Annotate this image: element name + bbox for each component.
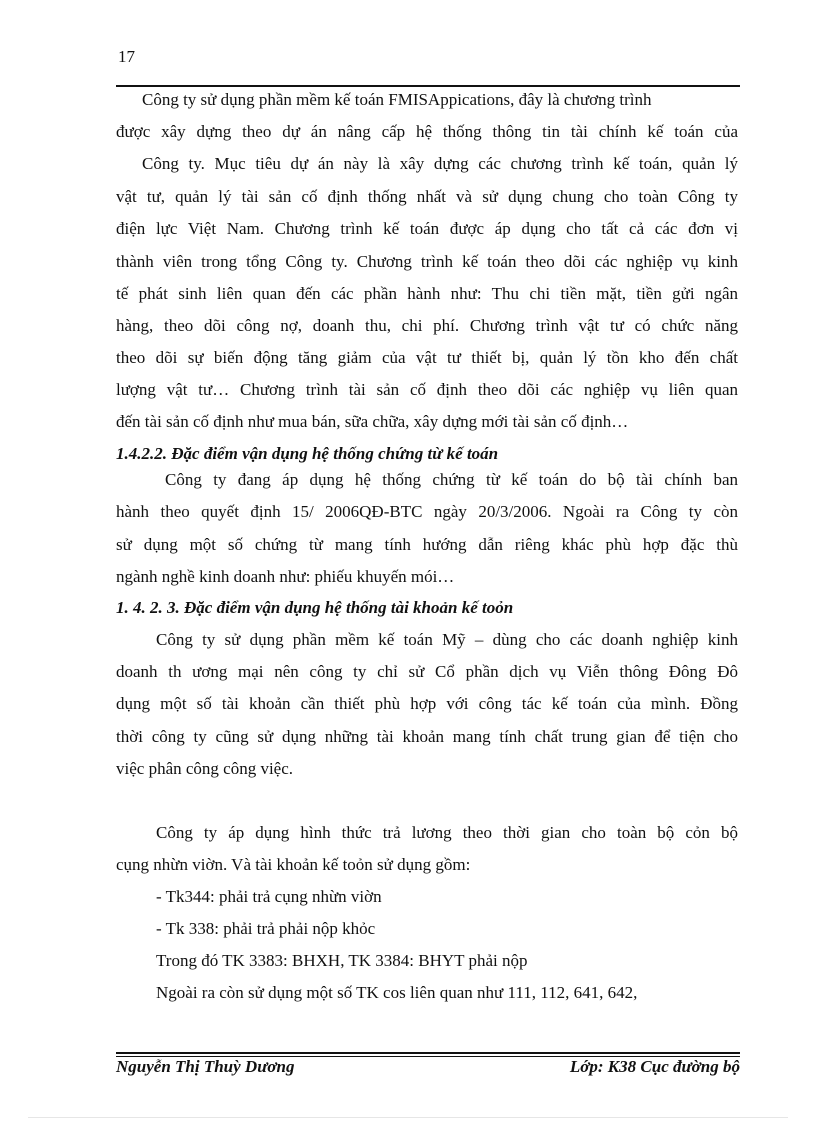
footer-author: Nguyễn Thị Thuỳ Dương	[116, 1057, 295, 1076]
text-line: thành viên trong tổng Công ty. Chương trình kế toán theo dõi các nghiệp vụ kinh	[116, 252, 738, 271]
section-heading: 1.4.2.2. Đặc điểm vận dụng hệ thống chứng từ kế toán	[116, 444, 499, 463]
text-line: theo dõi sự biến động tăng giảm của vật tư thiết bị, quản lý tồn kho đến chất	[116, 348, 738, 367]
text-line: sử dụng một số chứng từ mang tính hướng dẫn riêng khác phù hợp đặc thù	[116, 535, 738, 554]
text-line: thời công ty cũng sử dụng những tài khoản mang tính chất trung gian để tiện cho	[116, 727, 738, 746]
text-line: dụng một số tài khoản cần thiết phù hợp với công tác kế toán của mình. Đồng	[116, 694, 738, 713]
text-line: Công ty sử dụng phần mềm kế toán Mỹ – dùng cho các doanh nghiệp kinh	[156, 630, 738, 649]
text-line: Công ty đang áp dụng hệ thống chứng từ kế toán do bộ tài chính ban	[165, 470, 738, 489]
text-line: hành theo quyết định 15/ 2006QĐ-BTC ngày 20/3/2006. Ngoài ra Công ty còn	[116, 502, 738, 521]
footer-class: Lớp: K38 Cục đường bộ	[569, 1057, 740, 1076]
text-line: đến tài sản cố định như mua bán, sữa chữa, xây dựng mới tài sản cố định…	[116, 412, 629, 431]
text-line: việc phân công công việc.	[116, 759, 294, 778]
text-line: ngành nghề kinh doanh như: phiếu khuyến mói…	[116, 567, 455, 586]
section-heading: 1. 4. 2. 3. Đặc điểm vận dụng hệ thống tài khoản kế toỏn	[116, 598, 514, 617]
header-rule	[116, 85, 740, 87]
text-line: tế phát sinh liên quan đến các phần hành như: Thu chi tiền mặt, tiền gửi ngân	[116, 284, 738, 303]
text-line: Công ty áp dụng hình thức trả lương theo thời gian cho toàn bộ cỏn bộ	[156, 823, 738, 842]
list-item: - Tk344: phải trả cụng nhừn viờn	[156, 887, 382, 906]
text-line: Công ty sử dụng phần mềm kế toán FMISAppications, đây là chương trình	[142, 90, 652, 109]
footer-rule	[116, 1052, 740, 1054]
text-line: điện lực Việt Nam. Chương trình kế toán được áp dụng cho tất cả các đơn vị	[116, 219, 738, 238]
text-line: được xây dựng theo dự án nâng cấp hệ thống thông tin tài chính kế toán của	[116, 122, 738, 141]
text-line: lượng vật tư… Chương trình tài sản cố định theo dõi các nghiệp vụ liên quan	[116, 380, 738, 399]
text-line: Công ty. Mục tiêu dự án này là xây dựng các chương trình kế toán, quản lý	[142, 154, 738, 173]
text-line: cụng nhừn viờn. Và tài khoản kế toỏn sử dụng gồm:	[116, 855, 471, 874]
text-line: hàng, theo dõi công nợ, doanh thu, chi phí. Chương trình vật tư có chức năng	[116, 316, 738, 335]
page-edge	[28, 1117, 788, 1118]
text-line: doanh th ương mại nên công ty chỉ sử Cổ phần dịch vụ Viễn thông Đông Đô	[116, 662, 738, 681]
text-line: Ngoài ra còn sử dụng một số TK cos liên quan như 111, 112, 641, 642,	[156, 983, 638, 1002]
text-line: vật tư, quản lý tài sản cố định thống nhất và sử dụng chung cho toàn Công ty	[116, 187, 738, 206]
text-line: Trong đó TK 3383: BHXH, TK 3384: BHYT phải nộp	[156, 951, 528, 970]
list-item: - Tk 338: phải trả phải nộp khỏc	[156, 919, 376, 938]
page-number: 17	[118, 47, 135, 66]
